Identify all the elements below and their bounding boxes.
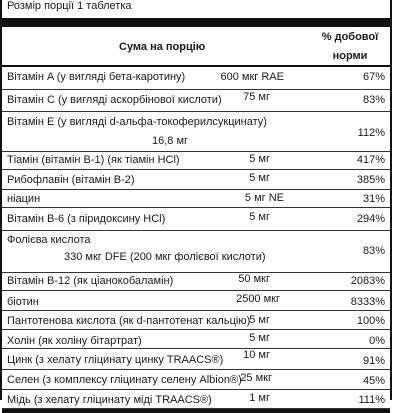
nutrient-amount: 25 мкг xyxy=(240,372,272,384)
nutrient-row xyxy=(2,273,390,291)
nutrient-daily-value: 83% xyxy=(362,94,385,106)
nutrient-row xyxy=(2,208,390,231)
nutrient-name: Вітамін B-6 (з піридоксину HCl) xyxy=(7,213,166,225)
nutrient-amount: 1 мг xyxy=(249,392,270,404)
thick-divider xyxy=(2,18,390,27)
nutrient-daily-value: 112% xyxy=(357,127,385,139)
nutrient-name: Вітамін B-12 (як ціанокобаламін) xyxy=(7,275,174,287)
nutrient-daily-value: 91% xyxy=(362,355,385,367)
nutrient-amount: 10 мг xyxy=(243,349,270,361)
nutrient-name: Тіамін (вітамін B-1) (як тіамін HCl) xyxy=(7,154,180,166)
nutrient-name: Мідь (з хелату гліцинату міді TRAACS®) xyxy=(7,394,212,406)
nutrient-name: Холін (як холіну бітартрат) xyxy=(7,335,142,347)
nutrient-amount: 5 мг NE xyxy=(244,192,284,204)
nutrient-list xyxy=(2,67,390,409)
nutrient-name: Селен (з комплексу гліцинату селену Albion®) xyxy=(7,374,242,386)
daily-value-heading xyxy=(315,28,385,66)
nutrient-row xyxy=(2,170,390,190)
daily-value-heading-line1: % добової xyxy=(321,31,379,43)
nutrient-name: ніацин xyxy=(7,193,41,205)
nutrient-daily-value: 100% xyxy=(356,315,385,327)
nutrient-row xyxy=(2,190,390,208)
nutrient-name: біотин xyxy=(7,296,39,308)
nutrient-name: Рибофлавін (вітамін B-2) xyxy=(7,174,135,186)
daily-value-heading-line2: норми xyxy=(332,50,368,62)
nutrient-amount: 600 мкг RAE xyxy=(220,71,284,83)
nutrient-row xyxy=(2,67,390,90)
nutrient-amount: 75 мг xyxy=(243,91,270,103)
nutrient-daily-value: 385% xyxy=(356,174,385,186)
nutrient-daily-value: 31% xyxy=(362,193,385,205)
nutrient-name: Вітамін C (у вигляді аскорбінової кислоти) xyxy=(7,94,222,106)
nutrient-row xyxy=(2,349,390,370)
nutrient-daily-value: 45% xyxy=(362,375,385,387)
nutrient-amount: 5 мг xyxy=(249,332,270,344)
nutrient-amount: 5 мг xyxy=(249,172,270,184)
nutrient-name: Фолієва кислота xyxy=(7,234,91,246)
nutrient-row xyxy=(2,311,390,330)
nutrient-row xyxy=(2,90,390,112)
nutrient-daily-value: 0% xyxy=(369,335,385,347)
nutrient-amount: 16,8 мг xyxy=(152,135,189,147)
nutrient-daily-value: 83% xyxy=(362,245,385,257)
nutrient-daily-value: 67% xyxy=(362,71,385,83)
nutrient-name: Вітамін E (у вигляді d-альфа-токоферилсукцинату) xyxy=(7,116,267,128)
bottom-divider xyxy=(2,409,390,413)
nutrient-daily-value: 111% xyxy=(358,394,385,406)
nutrient-amount: 5 мг xyxy=(249,314,270,326)
table-header xyxy=(2,27,390,67)
nutrient-daily-value: 417% xyxy=(356,154,385,166)
nutrient-name: Вітамін A (у вигляді бета-каротину) xyxy=(7,71,186,83)
nutrient-row xyxy=(2,291,390,311)
nutrient-daily-value: 294% xyxy=(356,213,385,225)
nutrient-daily-value: 2083% xyxy=(350,275,385,287)
serving-size: Розмір порції 1 таблетка xyxy=(7,0,132,12)
nutrient-amount: 5 мг xyxy=(249,153,270,165)
nutrient-name: Цинк (з хелату гліцинату цинку TRAACS®) xyxy=(7,354,224,366)
nutrient-amount: 50 мкг xyxy=(238,273,270,285)
nutrient-daily-value: 8333% xyxy=(350,296,385,308)
nutrient-row xyxy=(2,112,390,152)
nutrient-row xyxy=(2,330,390,349)
nutrient-name: Пантотенова кислота (як d-пантотенат кальцію) xyxy=(7,315,251,327)
nutrient-row xyxy=(2,152,390,170)
nutrient-amount: 5 мг xyxy=(249,211,270,223)
nutrient-row xyxy=(2,231,390,273)
nutrient-amount: 2500 мкг xyxy=(236,293,280,305)
nutrient-amount: 330 мкг DFE (200 мкг фолієвої кислоти) xyxy=(64,251,266,263)
nutrient-row xyxy=(2,370,390,390)
amount-per-serving-heading: Сума на порцію xyxy=(119,41,206,53)
